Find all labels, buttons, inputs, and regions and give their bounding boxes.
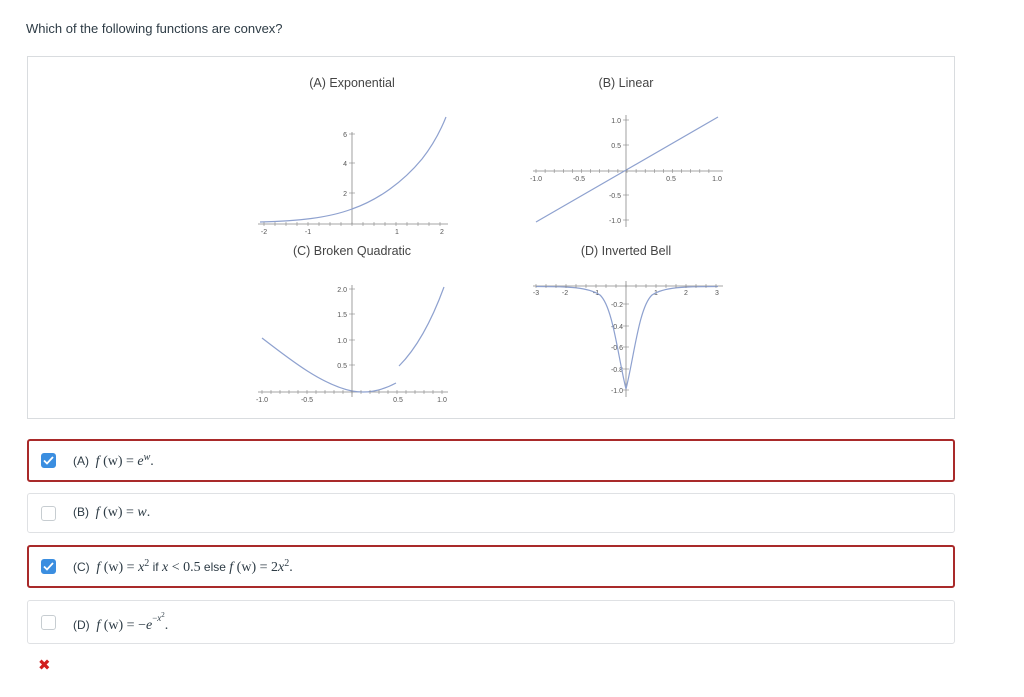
tick-b-y3: -1.0 [608,218,621,225]
tick-b-y2: -0.5 [608,193,621,200]
plot-broken-quadratic [256,244,448,404]
question-text: Which of the following functions are convex? [26,21,283,36]
cross-icon: ✖ [38,656,51,674]
checkbox-option-a[interactable] [41,453,56,468]
answer-option-b[interactable] [27,493,955,533]
tick-d-y4: -1.0 [610,388,623,395]
tick-d-y0: -0.2 [610,302,623,309]
tick-a-x2: 1 [395,229,399,236]
tick-d-x4: 2 [684,290,688,297]
tick-c-y2: 1.0 [337,338,347,345]
tick-b-x0: -1.0 [529,176,543,183]
tick-c-y3: 0.5 [337,363,347,370]
plot-title-c: (C) Broken Quadratic [292,244,412,258]
tick-c-x3: 1.0 [437,397,447,404]
tick-d-x2: -1 [592,290,600,297]
tick-b-x2: 0.5 [666,176,676,183]
curve-quadratic-right [399,287,444,366]
curve-exponential [260,117,446,222]
tick-a-x0: -2 [260,229,268,236]
tick-d-x3: 1 [654,290,658,297]
plot-inverted-bell [533,244,723,397]
tick-a-y1: 4 [343,161,347,168]
plot-exponential [258,76,448,236]
function-plots [28,57,956,420]
tick-b-y0: 1.0 [611,118,621,125]
tick-a-x1: -1 [304,229,312,236]
checkbox-option-c[interactable] [41,559,56,574]
option-c-text: (C) f $(w) = x^2$ if x < 0.5 else f $(w) = 2x^2$. [73,557,293,575]
option-b-text: (B) f (w) = w. [73,505,151,520]
tick-a-x3: 2 [440,229,444,236]
tick-c-x2: 0.5 [393,397,403,404]
plot-title-d: (D) Inverted Bell [580,244,672,258]
tick-d-y1: -0.4 [610,324,623,331]
answer-option-c[interactable] [27,545,955,588]
tick-c-y1: 1.5 [337,312,347,319]
tick-d-x1: -2 [561,290,569,297]
answer-option-d[interactable] [27,600,955,644]
checkbox-option-d[interactable] [41,615,56,630]
tick-c-x0: -1.0 [255,397,269,404]
checkmark-icon [43,456,54,465]
tick-d-y2: -0.6 [610,345,623,352]
tick-c-x1: -0.5 [300,397,314,404]
tick-b-x3: 1.0 [712,176,722,183]
tick-d-x0: -3 [532,290,540,297]
tick-d-y3: -0.8 [610,367,623,374]
tick-b-x1: -0.5 [572,176,586,183]
checkmark-icon [43,562,54,571]
tick-a-y0: 2 [343,191,347,198]
curve-quadratic-left [262,338,396,392]
plot-linear [530,76,723,227]
figure-panel [27,56,955,419]
tick-d-x5: 3 [715,290,719,297]
option-d-text: (D) f $(w) = -e^{-x^2}$. [73,610,169,633]
tick-c-y0: 2.0 [337,287,347,294]
tick-a-y2: 6 [343,132,347,139]
tick-b-y1: 0.5 [611,143,621,150]
curve-inverted-bell [536,287,718,390]
option-a-text: (A) f $(w) = e^w$. [73,451,154,469]
checkbox-option-b[interactable] [41,506,56,521]
answer-option-a[interactable] [27,439,955,482]
plot-title-a: (A) Exponential [309,76,395,90]
plot-title-b: (B) Linear [598,76,654,90]
